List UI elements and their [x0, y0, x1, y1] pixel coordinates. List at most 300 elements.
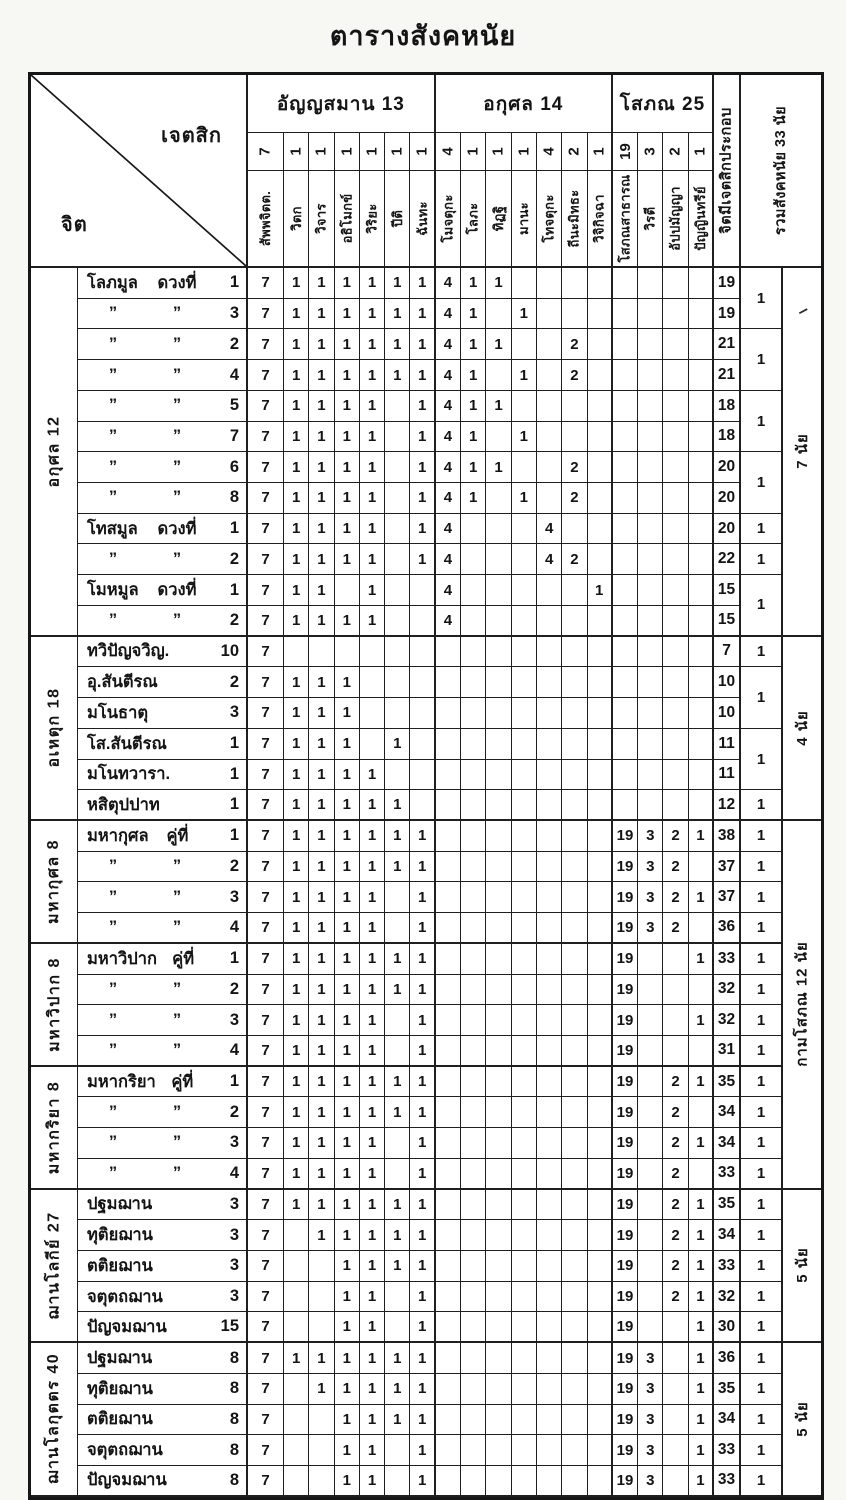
data-cell [689, 575, 714, 606]
naya-count-cell [741, 637, 783, 668]
data-cell [562, 1282, 587, 1313]
row-label-cell [78, 544, 248, 575]
naya-count-value: 1 [756, 1471, 766, 1489]
row-label-number: 4 [229, 1163, 239, 1182]
data-cell [248, 544, 284, 575]
column-name-cell [588, 171, 613, 268]
data-cell [360, 637, 385, 668]
data-cell-value: 19 [616, 980, 634, 998]
data-cell-value: 1 [291, 335, 301, 353]
row-label-cell [78, 1312, 248, 1343]
row-group-label: อกุศล 12 [45, 415, 63, 488]
data-cell [385, 821, 410, 852]
data-cell [689, 1374, 714, 1405]
data-cell-value: 1 [696, 1318, 705, 1336]
data-cell [613, 1005, 638, 1036]
total-value: 37 [717, 857, 736, 875]
total-cell [714, 1067, 741, 1098]
data-cell [663, 1067, 688, 1098]
data-cell [385, 544, 410, 575]
data-cell [486, 913, 511, 944]
data-cell [486, 667, 511, 698]
data-cell [385, 1190, 410, 1221]
data-cell-value: 1 [317, 980, 326, 998]
row-label-cell [78, 913, 248, 944]
data-cell [385, 1067, 410, 1098]
data-cell-value: 1 [342, 1226, 351, 1244]
data-cell-value: 1 [291, 489, 301, 507]
data-cell [486, 729, 511, 760]
data-cell [588, 729, 613, 760]
data-cell-value: 1 [317, 735, 326, 753]
data-cell [512, 1343, 537, 1374]
row-label-name: ” [108, 1102, 118, 1121]
data-cell [335, 1405, 360, 1436]
data-cell-value: 2 [671, 1164, 680, 1182]
data-cell [410, 1466, 435, 1497]
row-group-label: มหากุศล 8 [45, 838, 63, 924]
totals-column-label: จิตมีเจตสิกประกอบ [719, 107, 736, 234]
data-cell [613, 391, 638, 422]
data-cell [385, 1097, 410, 1128]
data-cell [248, 329, 284, 360]
data-cell [410, 514, 435, 545]
data-cell-value: 1 [696, 1011, 705, 1029]
naya-count-value: 1 [756, 1041, 766, 1059]
data-cell-value: 1 [367, 458, 377, 476]
data-cell [638, 1374, 663, 1405]
data-cell [248, 606, 284, 637]
total-cell [714, 575, 741, 606]
data-cell-value: 2 [671, 827, 680, 845]
data-cell [638, 729, 663, 760]
data-cell [663, 1128, 688, 1159]
data-cell-value: 19 [616, 827, 634, 845]
data-cell-value: 1 [317, 335, 326, 353]
data-cell-value: 1 [519, 489, 528, 507]
data-cell-value: 1 [317, 1380, 326, 1398]
total-cell [714, 606, 741, 637]
data-cell-value: 1 [417, 520, 427, 538]
row-label-name: จตุตถฌาน [87, 1441, 163, 1460]
naya-count-value: 1 [756, 520, 766, 538]
data-cell [436, 1312, 461, 1343]
data-cell [663, 760, 688, 791]
data-cell [588, 1374, 613, 1405]
row-label-name: ปฐมฌาน [87, 1349, 153, 1368]
data-cell-value: 7 [261, 1380, 270, 1398]
data-cell [385, 1005, 410, 1036]
data-cell [436, 1097, 461, 1128]
data-cell [486, 1343, 511, 1374]
data-cell [436, 637, 461, 668]
data-cell [309, 299, 334, 330]
data-cell-value: 2 [671, 1103, 680, 1121]
row-label-ditto: ” [172, 365, 182, 384]
data-cell-value: 1 [367, 888, 377, 906]
row-label-cell [78, 698, 248, 729]
data-cell [613, 544, 638, 575]
data-cell-value: 1 [696, 1134, 705, 1152]
data-cell [537, 391, 562, 422]
data-cell [385, 299, 410, 330]
naya-count-value: 1 [756, 351, 766, 369]
column-count: 2 [565, 147, 583, 156]
data-cell [360, 452, 385, 483]
data-cell-value: 19 [616, 1410, 634, 1428]
data-cell [436, 1036, 461, 1067]
data-cell-value: 1 [417, 305, 427, 323]
data-cell-value: 7 [261, 1349, 270, 1367]
data-cell-value: 1 [317, 550, 326, 568]
data-cell [461, 1128, 486, 1159]
data-cell [436, 821, 461, 852]
data-cell-value: 1 [317, 858, 326, 876]
data-cell [486, 882, 511, 913]
naya-count-value: 1 [756, 827, 766, 845]
total-value: 15 [717, 611, 736, 629]
data-cell [335, 975, 360, 1006]
total-value: 32 [717, 1287, 736, 1305]
data-cell [248, 299, 284, 330]
data-cell [663, 1159, 688, 1190]
row-label-name: โส.สันตีรณ [87, 734, 167, 753]
data-cell [537, 1466, 562, 1497]
total-value: 7 [722, 642, 731, 660]
row-label-ditto: ” [172, 1133, 182, 1152]
data-cell-value: 1 [342, 765, 351, 783]
data-cell [562, 452, 587, 483]
naya-count-cell [741, 1036, 783, 1067]
data-cell [689, 1005, 714, 1036]
column-name-cell [613, 171, 638, 268]
data-cell [588, 1190, 613, 1221]
data-cell-value: 1 [393, 827, 402, 845]
data-cell [663, 544, 688, 575]
data-cell-value: 1 [317, 1226, 326, 1244]
data-cell [248, 1128, 284, 1159]
data-cell [461, 329, 486, 360]
data-cell [486, 514, 511, 545]
row-label-name: หสิตุปปาท [87, 795, 160, 814]
data-cell [537, 329, 562, 360]
data-cell [613, 329, 638, 360]
data-cell [689, 1282, 714, 1313]
row-label-cell [78, 944, 248, 975]
data-cell-value: 1 [494, 397, 503, 415]
data-cell [309, 760, 334, 791]
data-cell-value: 3 [646, 1441, 655, 1459]
data-cell [284, 1466, 309, 1497]
data-cell [689, 606, 714, 637]
data-cell-value: 7 [261, 1226, 270, 1244]
data-cell-value: 7 [261, 581, 270, 599]
data-cell-value: 1 [317, 397, 326, 415]
data-cell [461, 575, 486, 606]
data-cell-value: 1 [367, 274, 377, 292]
data-cell [689, 1067, 714, 1098]
row-label-number: 7 [229, 426, 239, 445]
data-cell [689, 1343, 714, 1374]
data-cell [461, 1435, 486, 1466]
data-cell [663, 1097, 688, 1128]
data-cell [284, 1343, 309, 1374]
total-value: 31 [717, 1041, 736, 1059]
total-value: 36 [717, 1349, 736, 1367]
data-cell [360, 760, 385, 791]
data-cell [638, 1128, 663, 1159]
data-cell [436, 760, 461, 791]
data-cell-value: 19 [616, 1041, 634, 1059]
data-cell [461, 1097, 486, 1128]
data-cell [663, 483, 688, 514]
data-cell-value: 1 [367, 918, 377, 936]
data-cell [638, 698, 663, 729]
data-cell [512, 1097, 537, 1128]
data-cell-value: 1 [417, 1073, 427, 1091]
data-cell [360, 1190, 385, 1221]
data-cell [689, 1251, 714, 1282]
data-cell [512, 299, 537, 330]
column-name-cell [663, 171, 688, 268]
data-cell-value: 1 [317, 1073, 326, 1091]
column-name: ถีนะมิทธะ [566, 189, 582, 248]
data-cell [436, 698, 461, 729]
data-cell [613, 452, 638, 483]
total-value: 37 [717, 888, 736, 906]
data-cell [309, 391, 334, 422]
data-cell-value: 1 [342, 611, 351, 629]
data-cell [486, 391, 511, 422]
data-cell [461, 944, 486, 975]
naya-count-cell [741, 1067, 783, 1098]
data-cell [385, 575, 410, 606]
data-cell [638, 852, 663, 883]
data-cell [436, 1374, 461, 1405]
data-cell [562, 944, 587, 975]
total-cell [714, 975, 741, 1006]
total-cell [714, 1343, 741, 1374]
data-cell [613, 729, 638, 760]
data-cell-value: 4 [443, 458, 453, 476]
summary-column-label: รวมสังคหนัย 33 นัย [773, 105, 790, 236]
data-cell [486, 1190, 511, 1221]
data-cell [335, 1282, 360, 1313]
data-cell [588, 1282, 613, 1313]
row-label-name: ” [108, 917, 118, 936]
data-cell-value: 1 [696, 1288, 705, 1306]
data-cell [537, 1190, 562, 1221]
row-group-label-cell [31, 821, 78, 944]
data-cell [360, 1097, 385, 1128]
data-cell [335, 944, 360, 975]
data-cell-value: 1 [317, 611, 326, 629]
data-cell [613, 760, 638, 791]
data-cell [436, 299, 461, 330]
data-cell [461, 299, 486, 330]
data-cell [461, 975, 486, 1006]
data-cell-value: 1 [342, 704, 351, 722]
data-cell [562, 483, 587, 514]
data-cell-value: 1 [417, 335, 427, 353]
data-cell-value: 4 [443, 581, 453, 599]
row-label-name: ” [108, 365, 118, 384]
data-cell [512, 698, 537, 729]
data-cell-value: 1 [417, 1195, 427, 1213]
data-cell-value: 1 [696, 1471, 705, 1489]
data-cell-value: 2 [671, 1073, 680, 1091]
data-cell [588, 1036, 613, 1067]
row-label-cell [78, 1251, 248, 1282]
naya-summary-cell [783, 821, 821, 1190]
data-cell [663, 575, 688, 606]
data-cell [512, 1435, 537, 1466]
data-cell [284, 360, 309, 391]
data-cell [335, 606, 360, 637]
data-cell-value: 1 [469, 366, 478, 384]
naya-count-value: 1 [756, 980, 766, 998]
data-cell-value: 1 [367, 1471, 377, 1489]
data-cell [638, 1005, 663, 1036]
data-cell-value: 7 [261, 520, 270, 538]
data-cell [284, 422, 309, 453]
data-cell-value: 2 [671, 918, 680, 936]
data-cell [436, 1405, 461, 1436]
column-count-cell [512, 133, 537, 171]
naya-count-cell [741, 821, 783, 852]
total-value: 33 [717, 1164, 736, 1182]
data-cell-value: 4 [443, 335, 453, 353]
total-value: 38 [717, 826, 736, 844]
data-cell [613, 975, 638, 1006]
data-cell [486, 299, 511, 330]
data-cell [486, 698, 511, 729]
data-cell [248, 1067, 284, 1098]
data-cell [360, 852, 385, 883]
data-cell [588, 1405, 613, 1436]
naya-count-value: 1 [756, 796, 766, 814]
naya-count-cell [741, 1005, 783, 1036]
data-cell [537, 1435, 562, 1466]
data-cell [360, 1282, 385, 1313]
total-value: 34 [717, 1103, 736, 1121]
data-cell [309, 882, 334, 913]
data-cell [385, 483, 410, 514]
data-cell [284, 760, 309, 791]
row-label-name: มหาวิปาก [87, 949, 158, 968]
data-cell [663, 729, 688, 760]
data-cell [689, 483, 714, 514]
data-cell [588, 698, 613, 729]
naya-count-value: 1 [756, 1318, 766, 1336]
naya-count-cell [741, 1128, 783, 1159]
data-cell [689, 391, 714, 422]
data-cell-value: 7 [261, 1164, 270, 1182]
data-cell [663, 422, 688, 453]
column-count-cell [537, 133, 562, 171]
data-cell [663, 944, 688, 975]
data-cell-value: 1 [367, 1410, 377, 1428]
data-cell [385, 913, 410, 944]
column-name: โทจตุกะ [541, 194, 557, 243]
data-cell [588, 975, 613, 1006]
data-cell [309, 1159, 334, 1190]
data-cell-value: 19 [616, 1073, 634, 1091]
data-cell [309, 360, 334, 391]
data-cell-value: 2 [570, 335, 579, 353]
data-cell [284, 606, 309, 637]
data-cell [588, 1097, 613, 1128]
data-cell-value: 4 [443, 274, 453, 292]
data-cell [663, 606, 688, 637]
row-label-name: โลภมูล [87, 273, 138, 292]
data-cell-value: 19 [616, 918, 634, 936]
data-cell [248, 698, 284, 729]
data-cell-value: 19 [616, 1134, 634, 1152]
data-cell [360, 1405, 385, 1436]
data-cell [512, 667, 537, 698]
row-label-cell [78, 1435, 248, 1466]
data-cell-value: 7 [261, 918, 270, 936]
total-cell [714, 667, 741, 698]
data-cell-value: 1 [367, 611, 377, 629]
data-cell [436, 422, 461, 453]
data-cell [360, 514, 385, 545]
data-cell-value: 19 [616, 1164, 634, 1182]
data-cell [360, 1005, 385, 1036]
column-name: ทิฏฐิ [491, 205, 507, 232]
data-cell [284, 913, 309, 944]
total-cell [714, 790, 741, 821]
data-cell [410, 575, 435, 606]
data-cell [410, 1036, 435, 1067]
naya-count-cell [741, 1282, 783, 1313]
naya-count-value: 1 [756, 858, 766, 876]
data-cell [613, 637, 638, 668]
data-cell [248, 1435, 284, 1466]
data-cell [284, 1312, 309, 1343]
data-cell [248, 1097, 284, 1128]
data-cell [335, 544, 360, 575]
data-cell [537, 975, 562, 1006]
total-value: 32 [717, 980, 736, 998]
data-cell [486, 1159, 511, 1190]
data-cell [613, 667, 638, 698]
data-cell [638, 1190, 663, 1221]
column-count-cell [562, 133, 587, 171]
data-cell [588, 514, 613, 545]
data-cell [248, 1405, 284, 1436]
data-cell-value: 1 [291, 704, 301, 722]
total-cell [714, 1005, 741, 1036]
total-value: 33 [717, 1471, 736, 1489]
data-cell [588, 1312, 613, 1343]
column-count: 1 [312, 147, 330, 156]
data-cell-value: 1 [342, 1318, 351, 1336]
data-cell-value: 7 [261, 274, 270, 292]
data-cell [385, 698, 410, 729]
column-name: โมจตุกะ [440, 194, 456, 243]
row-label-ditto: คู่ที่ [166, 826, 189, 845]
data-cell [410, 268, 435, 299]
data-cell-value: 1 [417, 397, 427, 415]
data-cell-value: 1 [417, 1041, 427, 1059]
data-cell-value: 1 [367, 1380, 377, 1398]
data-cell [562, 1159, 587, 1190]
data-cell [436, 975, 461, 1006]
column-count-cell [410, 133, 435, 171]
data-cell-value: 2 [671, 1257, 680, 1275]
